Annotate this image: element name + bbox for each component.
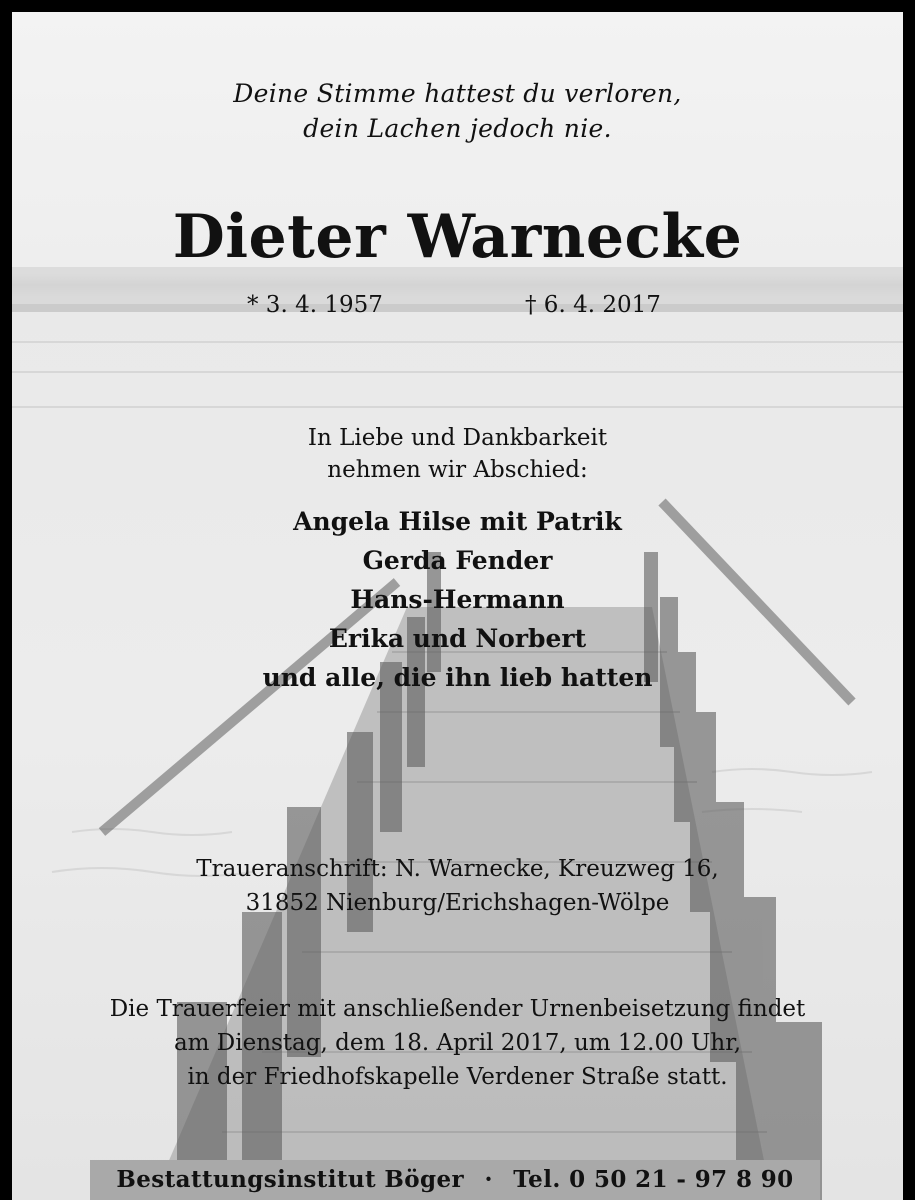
deceased-name: Dieter Warnecke [172, 202, 743, 272]
mourner-3: Hans-Hermann [350, 585, 565, 614]
motto-line-1: Deine Stimme hattest du verloren, [233, 79, 682, 108]
funeral-home-phone: Tel. 0 50 21 - 97 8 90 [513, 1166, 794, 1193]
mourner-1: Angela Hilse mit Patrik [293, 507, 622, 536]
mourner-4: Erika und Norbert [328, 624, 587, 653]
footer-separator: · [484, 1166, 493, 1193]
ceremony-line-2: am Dienstag, dem 18. April 2017, um 12.00 Uhr, [173, 1030, 742, 1056]
motto-line-2: dein Lachen jedoch nie. [303, 114, 612, 143]
farewell-intro [12, 422, 903, 486]
birth-date: * 3. 4. 1957 [247, 292, 383, 318]
funeral-home-footer [90, 1160, 820, 1200]
intro-line-2: nehmen wir Abschied: [327, 457, 588, 483]
funeral-ceremony-info [12, 992, 903, 1094]
address-line-2: 31852 Nienburg/Erichshagen-Wölpe [245, 890, 670, 916]
ceremony-line-3: in der Friedhofskapelle Verdener Straße statt. [187, 1064, 728, 1090]
obituary-notice [12, 12, 903, 1200]
death-date: † 6. 4. 2017 [525, 292, 661, 318]
mourner-5: und alle, die ihn lieb hatten [262, 663, 653, 692]
mourner-2: Gerda Fender [362, 546, 553, 575]
funeral-home-name: Bestattungsinstitut Böger [116, 1166, 465, 1193]
mourners-list [12, 502, 903, 697]
motto [12, 76, 903, 146]
mourning-address [12, 852, 903, 920]
ceremony-line-1: Die Trauerfeier mit anschließender Urnenbeisetzung findet [109, 996, 806, 1022]
intro-line-1: In Liebe und Dankbarkeit [307, 425, 608, 451]
address-line-1: Traueranschrift: N. Warnecke, Kreuzweg 16, [196, 856, 719, 882]
